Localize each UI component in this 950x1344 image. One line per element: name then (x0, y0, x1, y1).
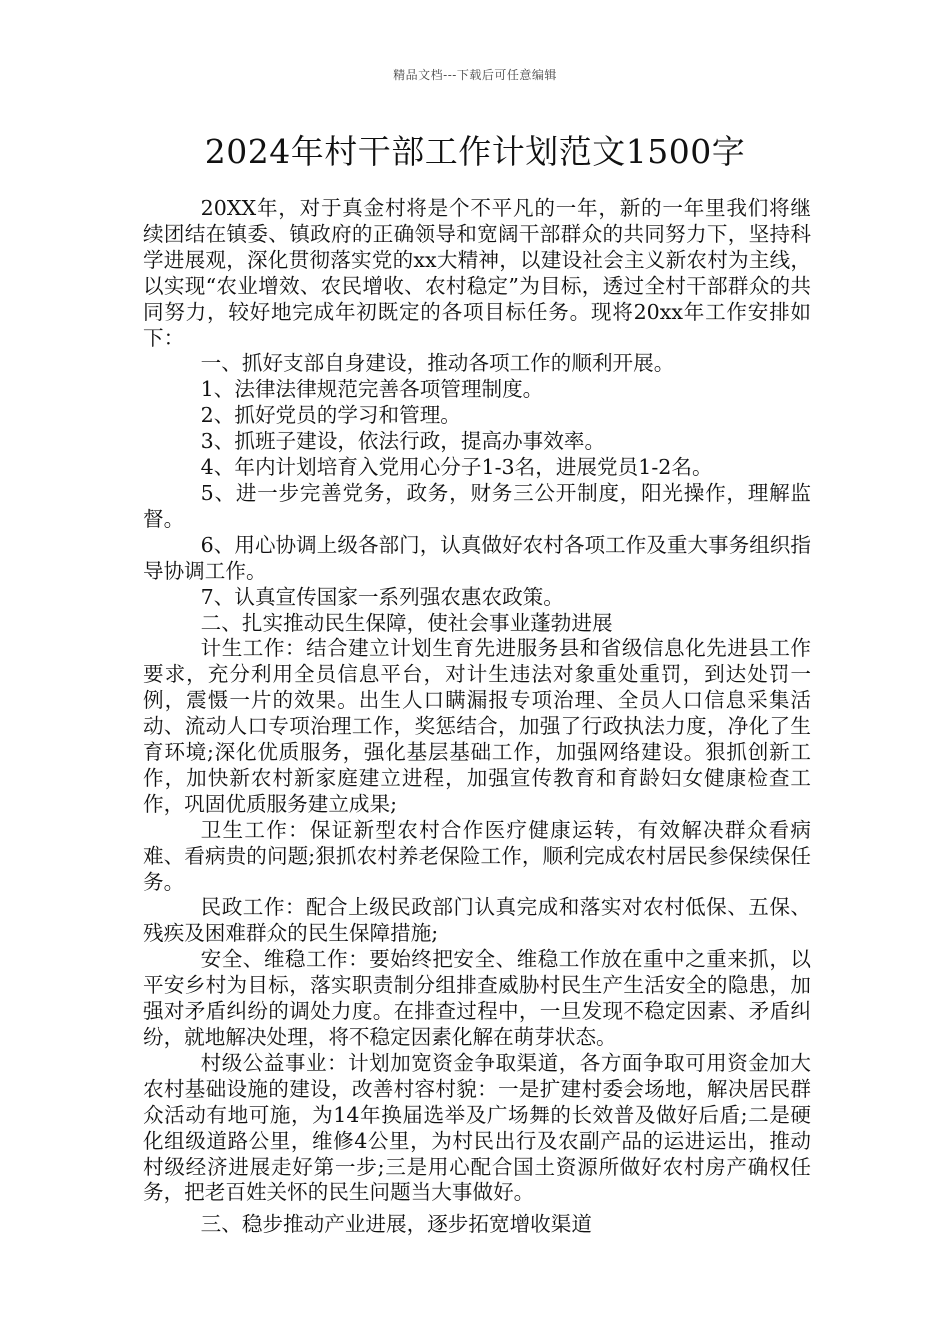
document-body (143, 196, 811, 1238)
list-item: 5、进一步完善党务，政务，财务三公开制度，阳光操作，理解监督。 (143, 480, 811, 531)
list-item: 4、年内计划培育入党用心分子1-3名，进展党员1-2名。 (200, 455, 713, 480)
list-item: 3、抓班子建设，依法行政，提高办事效率。 (200, 429, 606, 454)
list-item: 2、抓好党员的学习和管理。 (200, 403, 461, 428)
document-title: 2024年村干部工作计划范文1500字 (204, 132, 746, 171)
paragraph-civil-affairs: 民政工作：配合上级民政部门认真完成和落实对农村低保、五保、残疾及困难群众的民生保障措施; (143, 895, 811, 946)
paragraph-public-welfare: 村级公益事业：计划加宽资金争取渠道，各方面争取可用资金加大农村基础设施的建设，改善村容村貌：一是扩建村委会场地，解决居民群众活动有地可施，为14年换届选举及广场舞的长效普及做好后盾;二是硬化组级道路公里，维修4公里，为村民出行及农副产品的运进运出，推动村级经济进展走好第一步;三是用心配合国土资源所做好农村房产确权任务，把老百姓关怀的民生问题当大事做好。 (143, 1050, 811, 1205)
list-item: 1、法律法律规范完善各项管理制度。 (200, 377, 544, 402)
paragraph-intro: 20XX年，对于真金村将是个不平凡的一年，新的一年里我们将继续团结在镇委、镇政府的正确领导和宽阔干部群众的共同努力下，坚持科学进展观，深化贯彻落实党的xx大精神，以建设社会主义新农村为主线，以实现“农业增效、农民增收、农村稳定”为目标，透过全村干部群众的共同努力，较好地完成年初既定的各项目标任务。现将20xx年工作安排如下： (143, 196, 811, 350)
section-heading-1: 一、抓好支部自身建设，推动各项工作的顺利开展。 (200, 351, 675, 376)
section-heading-2: 二、扎实推动民生保障，使社会事业蓬勃进展 (200, 610, 613, 635)
paragraph-health: 卫生工作：保证新型农村合作医疗健康运转，有效解决群众看病难、看病贵的问题;狠抓农村养老保险工作，顺利完成农村居民参保续保任务。 (143, 817, 811, 894)
list-item: 7、认真宣传国家一系列强农惠农政策。 (200, 584, 564, 609)
paragraph-family-planning: 计生工作：结合建立计划生育先进服务县和省级信息化先进县工作要求，充分利用全员信息平台，对计生违法对象重处重罚，到达处罚一例，震慑一片的效果。出生人口瞒漏报专项治理、全员人口信息采集活动、流动人口专项治理工作，奖惩结合，加强了行政执法力度，净化了生育环境;深化优质服务，强化基层基础工作，加强网络建设。狠抓创新工作，加快新农村新家庭建立进程，加强宣传教育和育龄妇女健康检查工作，巩固优质服务建立成果; (143, 636, 811, 816)
paragraph-safety: 安全、维稳工作：要始终把安全、维稳工作放在重中之重来抓，以平安乡村为目标，落实职责制分组排查威胁村民生产生活安全的隐患，加强对矛盾纠纷的调处力度。在排查过程中，一旦发现不稳定因素、矛盾纠纷，就地解决处理，将不稳定因素化解在萌芽状态。 (143, 947, 811, 1049)
header-note: 精品文档---下载后可任意编辑 (393, 68, 557, 82)
section-heading-3: 三、稳步推动产业进展，逐步拓宽增收渠道 (200, 1212, 592, 1237)
list-item: 6、用心协调上级各部门，认真做好农村各项工作及重大事务组织指导协调工作。 (143, 532, 811, 583)
